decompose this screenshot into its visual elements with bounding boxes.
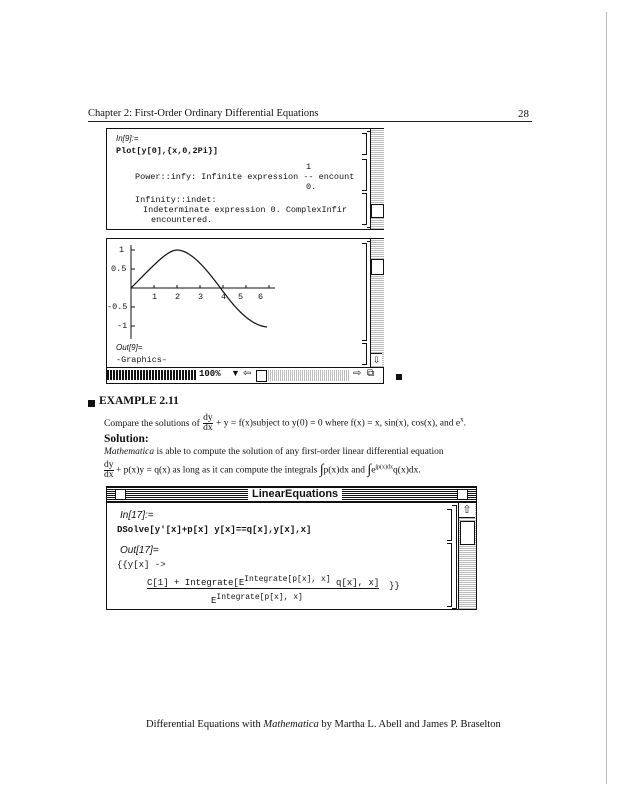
in-label: In[17]:= [120, 510, 154, 521]
solution-label: Solution: [104, 433, 149, 445]
int2-e: e [371, 465, 376, 476]
input-code[interactable]: Plot[y[0],{x,0,2Pi}] [116, 146, 219, 156]
mathematica-italic: Mathematica [104, 447, 155, 457]
in-label: In[9]:= [116, 134, 139, 143]
out-label: Out[17]= [120, 545, 159, 556]
footer-italic: Mathematica [263, 719, 319, 730]
end-marker [396, 374, 402, 380]
graphics-output: -Graphics- [116, 355, 168, 365]
zoom-box-icon[interactable] [457, 489, 468, 500]
x-tick-label: 1 [152, 292, 158, 302]
solution-text [104, 447, 444, 457]
output-numerator [147, 575, 379, 589]
x-tick-label: 2 [175, 292, 181, 302]
message-numerator: 1 [306, 162, 312, 172]
footer [146, 719, 501, 730]
notebook-cell-graphics [106, 238, 384, 384]
zoom-level[interactable]: 100% [199, 369, 221, 379]
fraction-dy-dx [203, 414, 213, 433]
window-title: LinearEquations [248, 488, 342, 500]
compare-end: . [463, 418, 466, 429]
message-infinity-indet: Infinity::indet: [135, 195, 217, 205]
out-label: Out[9]= [116, 343, 143, 352]
int2-rest: q(x)dx. [393, 465, 421, 476]
compare-mid: + y = f(x)subject to y(0) = 0 where f(x) = x, sin(x), cos(x), and e [216, 418, 461, 429]
linear-equations-window [106, 486, 477, 610]
plot-graphic [107, 239, 357, 344]
output-line-1: {{y[x] -> [117, 560, 166, 570]
horizontal-scrollbar[interactable] [268, 370, 350, 381]
message-power-infy: Power::infy: Infinite expression -- encount [135, 172, 355, 182]
x-tick-label: 4 [221, 292, 227, 302]
status-bar [107, 367, 383, 383]
int2-sup: ∫p(x)dx [375, 464, 394, 471]
chapter-title: Chapter 2: First-Order Ordinary Differential Equations [88, 108, 319, 119]
frac-num: dy [104, 460, 114, 470]
y-tick-label: -0.5 [107, 302, 128, 312]
footer-pre: Differential Equations with [146, 719, 264, 730]
int1: p(x)dx and [323, 465, 365, 476]
horizontal-scroll-thumb[interactable] [256, 370, 267, 382]
message-denominator: 0. [306, 182, 317, 192]
den-sup: Integrate[p[x], x] [216, 593, 303, 602]
output-denominator [211, 593, 303, 606]
zoom-dropdown-icon[interactable]: ▼ [231, 368, 240, 378]
scroll-thumb[interactable] [371, 204, 384, 218]
frac-den: dx [203, 423, 213, 433]
integral-sign-icon: ∫ [319, 462, 324, 478]
page-number: 28 [518, 108, 529, 120]
scroll-left-icon[interactable]: ⇦ [243, 368, 252, 379]
scroll-thumb[interactable] [371, 259, 384, 275]
y-tick-label: 1 [119, 245, 125, 255]
vertical-scrollbar[interactable] [370, 129, 384, 229]
scroll-thumb[interactable] [460, 521, 475, 545]
frac-num: dy [203, 413, 213, 423]
num-sup: Integrate[p[x], x] [244, 575, 331, 584]
y-tick-label: -1 [117, 321, 128, 331]
frac-den: dx [104, 470, 114, 480]
scroll-right-icon[interactable]: ⇨ [353, 368, 362, 379]
dsolve-input[interactable]: DSolve[y'[x]+p[x] y[x]==q[x],y[x],x] [117, 525, 312, 535]
scroll-up-icon[interactable]: ⇧ [459, 503, 475, 518]
vertical-scrollbar[interactable] [458, 503, 476, 609]
num-a: C[1] + Integrate[E [147, 578, 245, 588]
y-tick-label: 0.5 [111, 264, 127, 274]
resize-icon[interactable]: ⧉ [367, 368, 375, 379]
header-rule [88, 121, 532, 122]
integral-sign-icon: ∫ [367, 462, 372, 478]
den: E [211, 596, 217, 606]
eq-mid: + p(x)y = q(x) as long as it can compute the integrals [115, 465, 318, 476]
margin-line [606, 12, 607, 784]
window-title-bar[interactable] [107, 487, 476, 503]
example-bullet [88, 400, 95, 407]
x-tick-label: 3 [198, 292, 204, 302]
magnification-ruler [107, 370, 197, 380]
solution-rest: is able to compute the solution of any first-order linear differential equation [154, 447, 444, 457]
x-tick-label: 6 [258, 292, 264, 302]
integral-line [104, 461, 421, 480]
x-tick-label: 5 [238, 292, 244, 302]
message-encountered: encountered. [151, 215, 213, 225]
notebook-cell-input [106, 128, 384, 230]
message-indeterminate: Indeterminate expression 0. ComplexInfir [143, 205, 348, 215]
compare-line [104, 414, 466, 433]
group-bracket[interactable] [452, 505, 457, 609]
compare-sup: x [460, 415, 464, 424]
num-b: q[x], x] [336, 578, 380, 588]
output-close: }} [389, 581, 400, 591]
compare-pre: Compare the solutions of [104, 418, 200, 429]
close-box-icon[interactable] [115, 489, 126, 500]
footer-post: by Martha L. Abell and James P. Braselton [318, 719, 501, 730]
fraction-dy-dx-2 [104, 461, 114, 480]
example-title: EXAMPLE 2.11 [99, 395, 179, 407]
scroll-down-icon[interactable]: ⇩ [372, 355, 381, 365]
vertical-scrollbar[interactable] [370, 239, 384, 367]
